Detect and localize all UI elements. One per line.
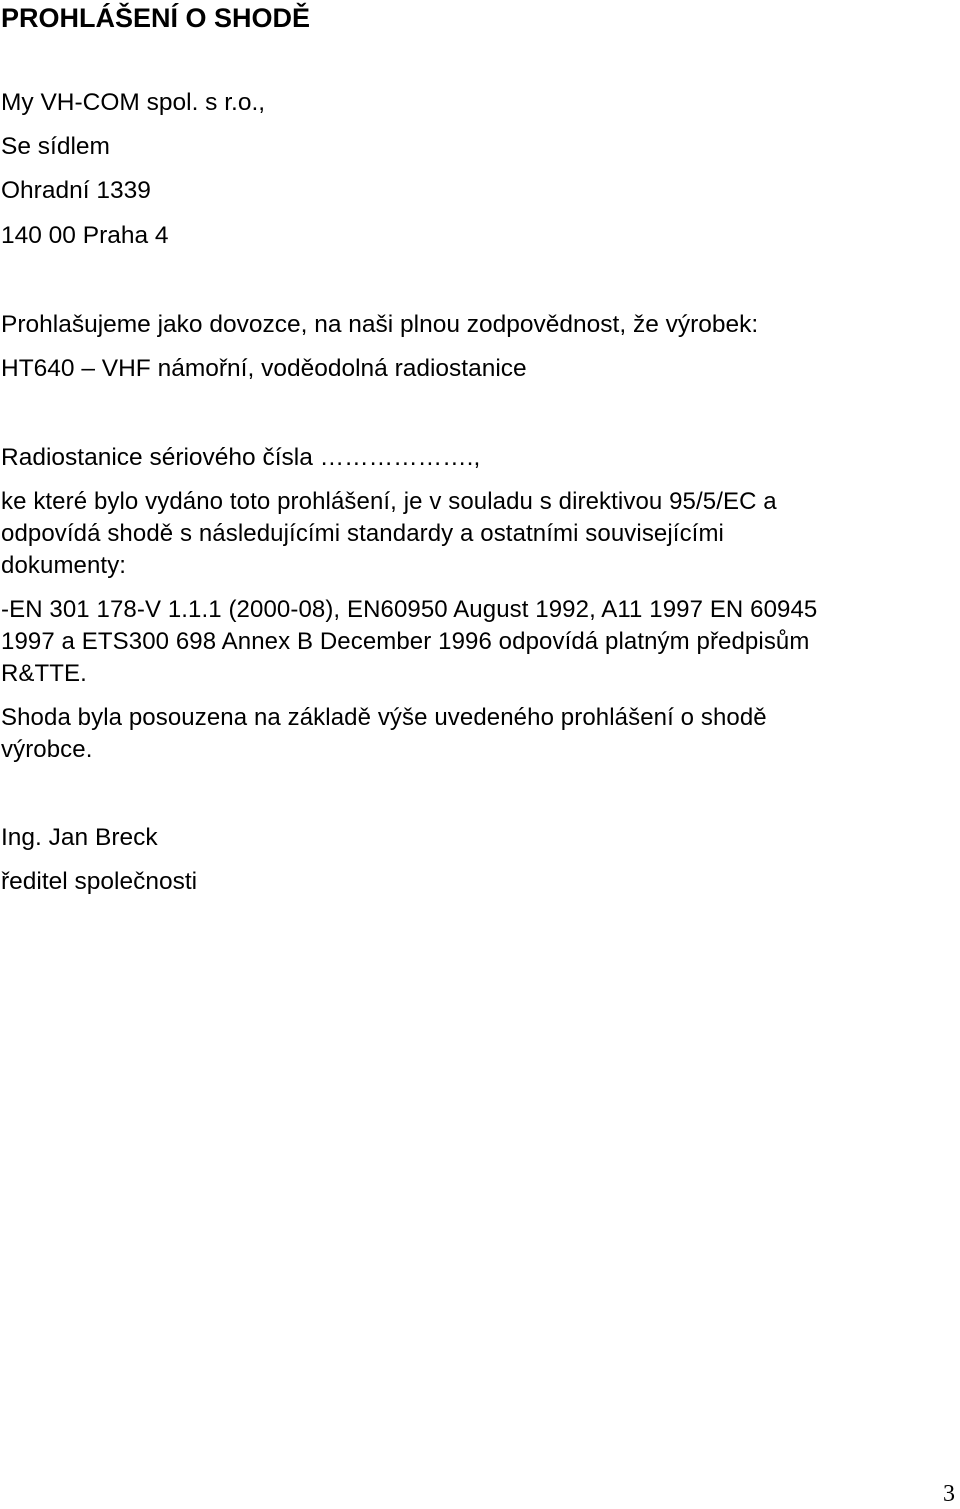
address-street: Ohradní 1339 [1,177,151,204]
conformity-line-1: ke které bylo vydáno toto prohlášení, je v souladu s direktivou 95/5/EC a [1,488,777,515]
declaration-intro: Prohlašujeme jako dovozce, na naši plnou zodpovědnost, že výrobek: [1,311,759,338]
conformity-line-3: dokumenty: [1,552,127,579]
product-name: HT640 – VHF námořní, voděodolná radiostanice [1,355,527,382]
signatory-name: Ing. Jan Breck [1,824,158,851]
address-seat-label: Se sídlem [1,133,110,160]
conformity-line-2: odpovídá shodě s následujícími standardy a ostatními souvisejícími [1,520,724,547]
address-company: My VH-COM spol. s r.o., [1,89,266,116]
page-number: 3 [943,1481,955,1507]
standards-line-1: -EN 301 178-V 1.1.1 (2000-08), EN60950 August 1992, A11 1997 EN 60945 [1,596,818,623]
serial-number-line: Radiostanice sériového čísla ………………., [1,444,481,471]
assessment-line-1: Shoda byla posouzena na základě výše uvedeného prohlášení o shodě [1,704,767,731]
standards-line-2: 1997 a ETS300 698 Annex B December 1996 odpovídá platným předpisům [1,628,810,655]
address-city: 140 00 Praha 4 [1,222,169,249]
assessment-line-2: výrobce. [1,736,93,763]
signatory-role: ředitel společnosti [1,868,198,895]
document-title: PROHLÁŠENÍ O SHODĚ [1,3,311,33]
standards-line-3: R&TTE. [1,660,87,687]
